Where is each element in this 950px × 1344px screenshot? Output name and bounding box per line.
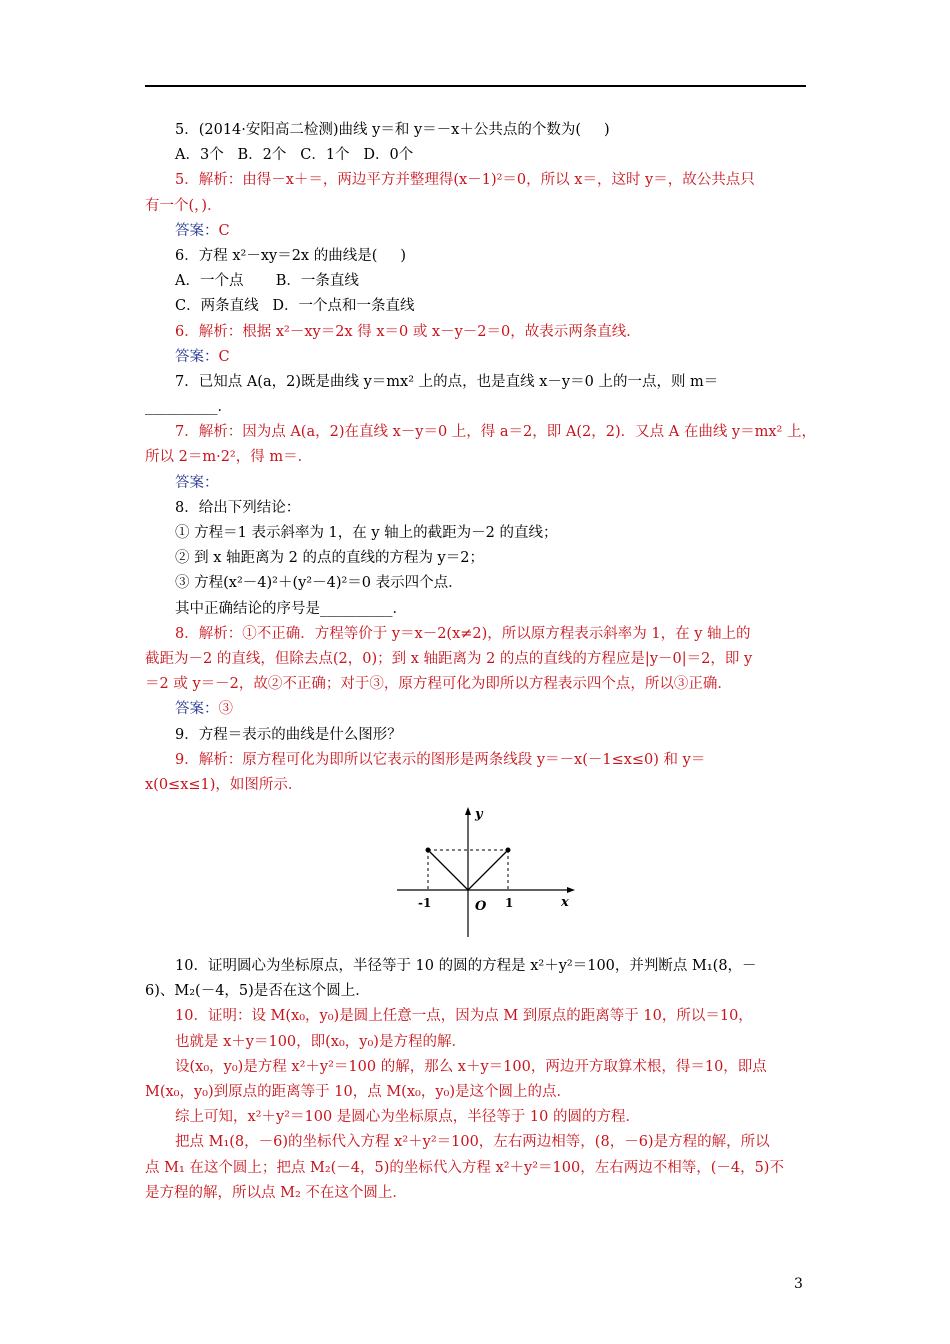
q7-answer: 答案： xyxy=(175,474,219,491)
q10-proof-p3: 综上可知，x²＋y²＝100 是圆心为坐标原点，半径等于 10 的圆的方程． xyxy=(175,1109,640,1126)
q9-solution-line1: 9．解析：原方程可化为即所以它表示的图形是两条线段 y＝－x(－1≤x≤0) 和 y＝ xyxy=(175,751,706,768)
q6-options-cd: C．两条直线 D．一个点和一条直线 xyxy=(175,298,415,315)
page-number: 3 xyxy=(794,1276,803,1292)
document-body xyxy=(145,118,816,1206)
graph-figure xyxy=(395,802,580,942)
tick-label-1: 1 xyxy=(505,896,514,911)
q7-solution-line1: 7．解析：因为点 A(a，2)在直线 x－y＝0 上，得 a＝2，即 A(2，2)．又点 A 在曲线 y＝mx² 上， xyxy=(175,424,816,441)
segment-right xyxy=(468,850,508,890)
q10-proof-p1-line2: 也就是 x＋y＝100，即(x₀，y₀)是方程的解． xyxy=(175,1033,466,1050)
x-axis-label: x xyxy=(561,895,569,911)
q7-stem-line1: 7．已知点 A(a，2)既是曲线 y＝mx² 上的点，也是直线 x－y＝0 上的一点，则 m＝ xyxy=(175,373,719,390)
q8-claim-2: ② 到 x 轴距离为 2 的点的直线的方程为 y＝2； xyxy=(175,550,484,567)
answer-label: 答案： xyxy=(175,348,219,365)
answer-value: C xyxy=(218,348,230,365)
q9-stem: 9．方程＝表示的曲线是什么图形？ xyxy=(175,726,402,743)
q8-claim-3: ③ 方程(x²－4)²＋(y²－4)²＝0 表示四个点． xyxy=(175,575,463,592)
q10-proof-p4-line1: 把点 M₁(8，－6)的坐标代入方程 x²＋y²＝100，左右两边相等，(8，－6)是方程的解，所以 xyxy=(175,1134,770,1151)
q8-ask: 其中正确结论的序号是__________． xyxy=(175,600,407,617)
q5-solution-line2: 有一个(，)． xyxy=(145,197,222,214)
tick-label-neg1: -1 xyxy=(418,896,432,911)
q8-answer xyxy=(145,697,806,722)
q5-options: A．3个 B．2个 C．1个 D．0个 xyxy=(175,147,414,164)
q5-solution-line1: 5．解析：由得－x＋＝，两边平方并整理得(x－1)²＝0，所以 x＝，这时 y＝，故公共点只 xyxy=(175,172,755,189)
q6-answer xyxy=(145,345,806,370)
answer-value: C xyxy=(218,222,230,239)
x-axis-arrow xyxy=(567,887,575,893)
q10-proof-p1-line1: 10．证明：设 M(x₀，y₀)是圆上任意一点，因为点 M 到原点的距离等于 10，所以＝10， xyxy=(175,1008,753,1025)
q6-stem: 6．方程 x²－xy＝2x 的曲线是( ) xyxy=(175,247,407,264)
q6-solution: 6．解析：根据 x²－xy＝2x 得 x＝0 或 x－y－2＝0，故表示两条直线． xyxy=(175,323,641,340)
answer-value: ③ xyxy=(218,701,233,718)
q7-solution-line2: 所以 2＝m·2²，得 m＝． xyxy=(145,449,313,466)
origin-label: O xyxy=(475,899,487,915)
q9-figure xyxy=(145,802,806,952)
y-axis-label: y xyxy=(475,807,483,823)
q5-answer xyxy=(145,219,806,244)
q10-proof-p4-line3: 是方程的解，所以点 M₂ 不在这个圆上． xyxy=(145,1184,407,1201)
endpoint-left xyxy=(426,848,431,853)
q10-proof-p2-line1: 设(x₀，y₀)是方程 x²＋y²＝100 的解，那么 x＋y＝100，两边开方取算术根，得＝10，即点 xyxy=(175,1058,767,1075)
q9-solution-line2: x(0≤x≤1)，如图所示． xyxy=(145,776,303,793)
answer-label: 答案： xyxy=(175,222,219,239)
answer-label: 答案： xyxy=(175,701,219,718)
q8-solution-line3: ＝2 或 y＝－2，故②不正确；对于③，原方程可化为即所以方程表示四个点，所以③正确． xyxy=(145,676,732,693)
endpoint-right xyxy=(506,848,511,853)
q10-stem-line2: 6)、M₂(－4，5)是否在这个圆上． xyxy=(145,983,370,1000)
q8-solution-line2: 截距为－2 的直线，但除去点(2，0)；到 x 轴距离为 2 的点的直线的方程应是|y－0|＝2，即 y xyxy=(145,650,753,667)
q8-stem: 8．给出下列结论： xyxy=(175,499,301,516)
q8-solution-line1: 8．解析：①不正确．方程等价于 y＝x－2(x≠2)，所以原方程表示斜率为 1，在 y 轴上的 xyxy=(175,625,751,642)
q5-stem: 5．(2014·安阳高二检测)曲线 y＝和 y＝－x＋公共点的个数为( ) xyxy=(175,122,610,138)
q10-proof-p2-line2: M(x₀，y₀)到原点的距离等于 10，点 M(x₀，y₀)是这个圆上的点． xyxy=(145,1084,571,1100)
q10-stem-line1: 10．证明圆心为坐标原点，半径等于 10 的圆的方程是 x²＋y²＝100，并判断点 M₁(8，－ xyxy=(175,958,757,975)
segment-left xyxy=(428,850,468,890)
q10-proof-p4-line2: 点 M₁ 在这个圆上；把点 M₂(－4，5)的坐标代入方程 x²＋y²＝100，左右两边不相等，(－4，5)不 xyxy=(145,1159,784,1176)
q8-claim-1: ① 方程＝1 表示斜率为 1，在 y 轴上的截距为－2 的直线； xyxy=(175,525,558,541)
header-rule xyxy=(145,85,806,87)
y-axis-arrow xyxy=(465,807,471,815)
q7-stem-line2: __________． xyxy=(145,399,232,416)
q6-options-ab: A．一个点 B．一条直线 xyxy=(175,273,359,290)
